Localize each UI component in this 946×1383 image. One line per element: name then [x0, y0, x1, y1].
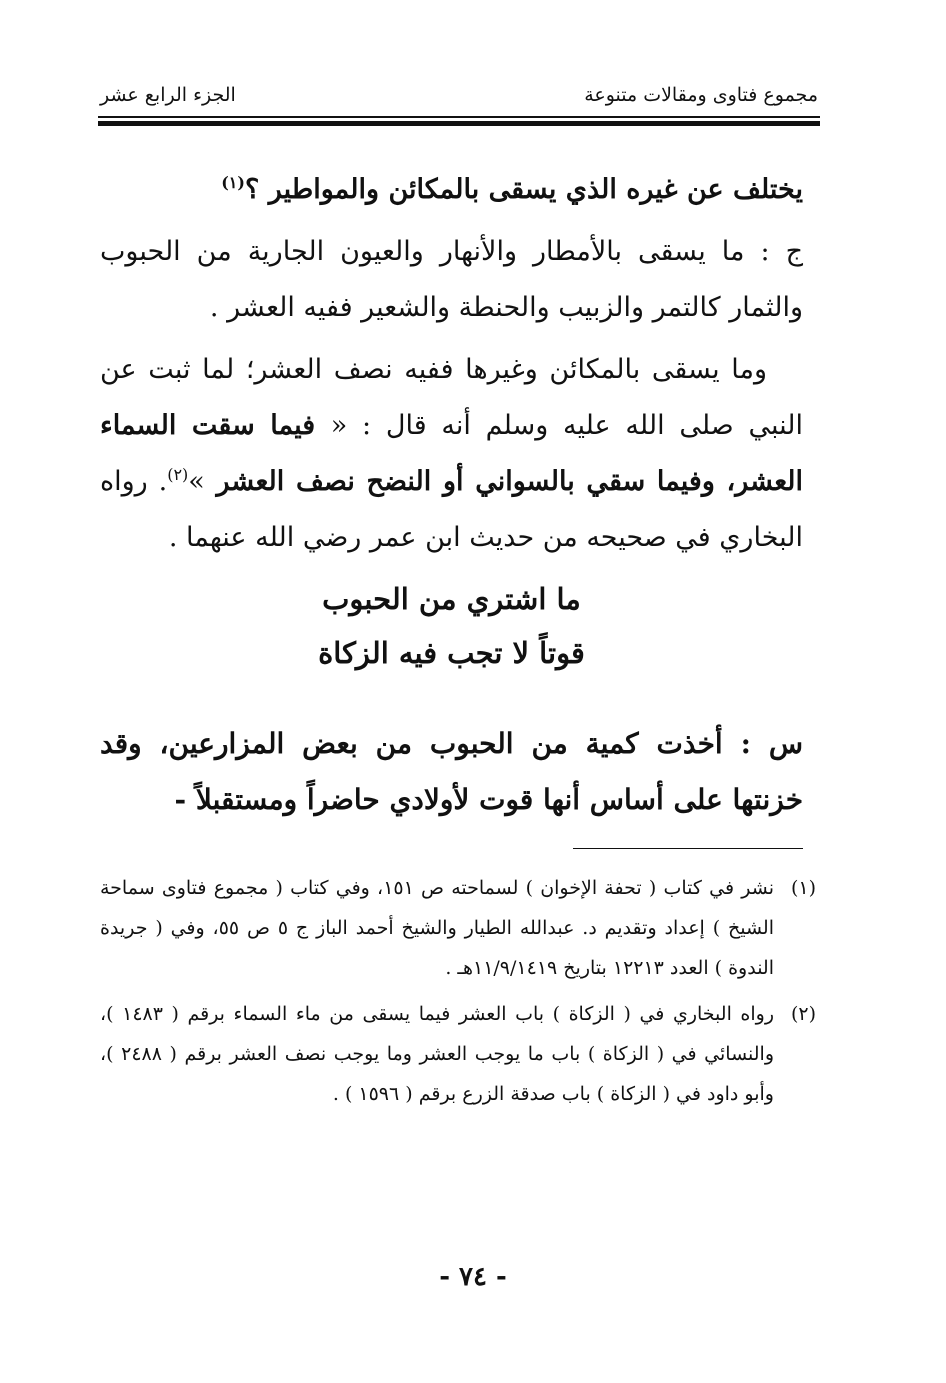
answer-paragraph-1: ج : ما يسقى بالأمطار والأنهار والعيون الجارية من الحبوب والثمار كالتمر والزبيب والحنطة والشعير ففيه العشر .	[100, 236, 803, 323]
footnote-text: نشر في كتاب ( تحفة الإخوان ) لسماحته ص ١٥١، وفي كتاب ( مجموع فتاوى سماحة الشيخ ) إعداد وتقديم د. عبدالله الطيار والشيخ أحمد الباز ج ٥ ص ٥٥، وفي ( جريدة الندوة ) العدد ١٢٢١٣ بتاريخ ١١/٩/١٤١٩هـ .	[100, 877, 774, 979]
page-number: - ٧٤ -	[439, 1262, 507, 1292]
section-heading-line-2: قوتاً لا تجب فيه الزكاة	[318, 636, 585, 670]
question-continuation	[100, 162, 803, 218]
footnote-1	[100, 868, 816, 988]
footnote-number: (٢)	[790, 1003, 816, 1025]
running-header	[100, 84, 818, 106]
answer-paragraph-2	[100, 342, 803, 566]
footnote-number: (١)	[790, 877, 816, 899]
question-continuation-text: يختلف عن غيره الذي يسقى بالمكائن والمواطير ؟	[244, 174, 803, 205]
header-rule-thick	[98, 121, 820, 126]
hadith-quote: فيما سقت السماء العشر، وفيما سقي بالسواني أو النضح نصف العشر	[100, 410, 804, 497]
header-rule-thin	[98, 116, 820, 118]
section-heading	[100, 572, 803, 680]
section-heading-line-1: ما اشتري من الحبوب	[322, 582, 581, 616]
footnote-ref-1: (١)	[221, 173, 245, 192]
book-title: مجموع فتاوى ومقالات متنوعة	[584, 84, 818, 106]
answer-text-end: . رواه البخاري في صحيحه من حديث ابن عمر رضي الله عنهما .	[100, 466, 803, 553]
answer-text-start: وما يسقى بالمكائن وغيرها ففيه نصف العشر؛ لما ثبت عن النبي صلى الله عليه وسلم أنه قال : «	[100, 354, 803, 441]
footnotes	[100, 868, 816, 1114]
main-text	[100, 162, 803, 566]
volume-label: الجزء الرابع عشر	[100, 84, 236, 106]
footnote-2	[100, 994, 816, 1114]
footnote-text: رواه البخاري في ( الزكاة ) باب العشر فيما يسقى من ماء السماء برقم ( ١٤٨٣ )، والنسائي في ( الزكاة ) باب ما يوجب العشر وما يوجب نصف العشر برقم ( ٢٤٨٨ )، وأبو داود في ( الزكاة ) باب صدقة الزرع برقم ( ١٥٩٦ ) .	[100, 1003, 774, 1105]
footnote-ref-2: (٢)	[167, 465, 189, 484]
new-question: س : أخذت كمية من الحبوب من بعض المزارعين، وقد خزنتها على أساس أنها قوت لأولادي حاضراً ومستقبلاً -	[100, 727, 803, 816]
quote-close: »	[188, 466, 205, 497]
footnote-separator	[573, 848, 803, 849]
